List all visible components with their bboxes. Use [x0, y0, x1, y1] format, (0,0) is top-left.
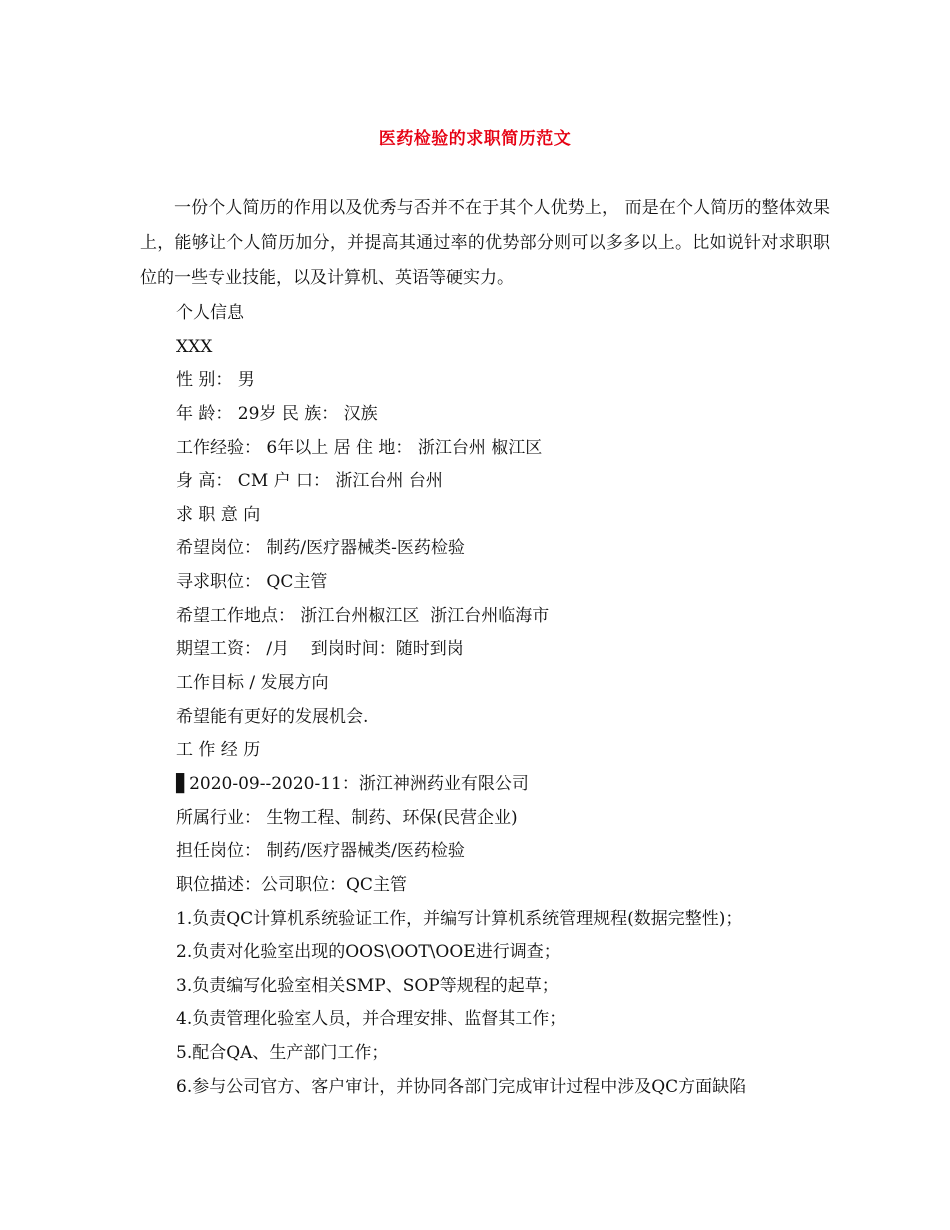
- line-experience-residence: 工作经验： 6年以上 居 住 地： 浙江台州 椒江区: [176, 437, 543, 458]
- duty-item-2: 2.负责对化验室出现的OOS\OOT\OOE进行调查；: [176, 942, 561, 963]
- section-heading-job-intention: 求 职 意 向: [176, 504, 261, 525]
- duty-item-1: 1.负责QC计算机系统验证工作，并编写计算机系统管理规程(数据完整性)；: [176, 908, 743, 929]
- resume-lines: [176, 297, 836, 1104]
- line-goal-text: 希望能有更好的发展机会.: [176, 706, 369, 727]
- section-heading-goals: 工作目标 / 发展方向: [176, 673, 329, 694]
- line-industry: 所属行业： 生物工程、制药、环保(民营企业): [176, 807, 518, 828]
- duty-item-4: 4.负责管理化验室人员，并合理安排、监督其工作；: [176, 1009, 567, 1030]
- duty-item-6: 6.参与公司官方、客户审计，并协同各部门完成审计过程中涉及QC方面缺陷: [176, 1076, 747, 1097]
- line-age-ethnicity: 年 龄： 29岁 民 族： 汉族: [176, 403, 378, 424]
- line-name: XXX: [176, 336, 213, 357]
- line-role: 担任岗位： 制药/医疗器械类/医药检验: [176, 841, 465, 862]
- line-height-hukou: 身 高： CM 户 口： 浙江台州 台州: [176, 471, 443, 492]
- section-heading-work-experience: 工 作 经 历: [176, 740, 261, 761]
- line-seeking-position: 寻求职位： QC主管: [176, 572, 328, 593]
- section-heading-personal-info: 个人信息: [176, 303, 244, 323]
- document-title: 医药检验的求职简历范文: [378, 129, 572, 149]
- line-salary-start: 期望工资： /月 到岗时间：随时到岗: [176, 639, 464, 660]
- duty-item-5: 5.配合QA、生产部门工作；: [176, 1043, 389, 1064]
- intro-paragraph: 一份个人简历的作用以及优秀与否并不在于其个人优势上， 而是在个人简历的整体效果上，能够让个人简历加分，并提高其通过率的优势部分则可以多多以上。比如说针对求职职位的一些专业技能，以及计算机、英语等硬实力。: [140, 198, 830, 288]
- line-desired-location: 希望工作地点： 浙江台州椒江区 浙江台州临海市: [176, 605, 550, 626]
- line-gender: 性 别： 男: [176, 370, 255, 391]
- line-employment-period: ▋2020-09--2020-11：浙江神洲药业有限公司: [176, 773, 529, 794]
- line-job-description: 职位描述：公司职位：QC主管: [176, 874, 407, 895]
- line-desired-position: 希望岗位： 制药/医疗器械类-医药检验: [176, 538, 465, 559]
- duty-item-3: 3.负责编写化验室相关SMP、SOP等规程的起草；: [176, 975, 559, 996]
